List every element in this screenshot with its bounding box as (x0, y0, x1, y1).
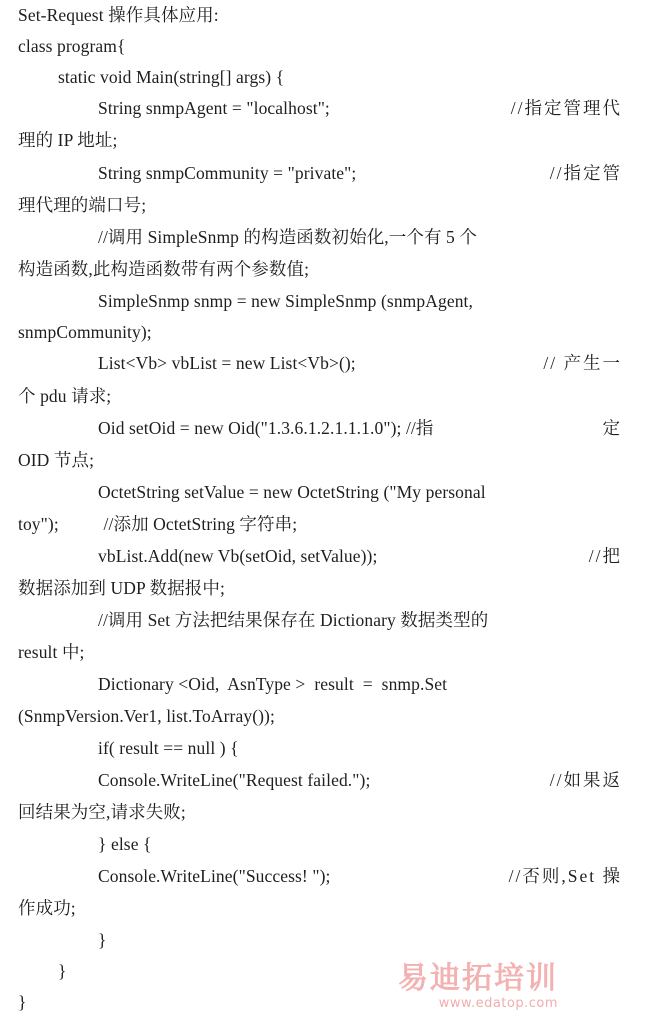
code-comment: //指定管 (549, 163, 622, 183)
watermark (392, 962, 558, 1016)
code-line: static void Main(string[] args) { (58, 67, 285, 87)
code-line: Set-Request 操作具体应用: (18, 5, 219, 25)
code-line: OID 节点; (18, 450, 95, 470)
code-line: vbList.Add(new Vb(setOid, setValue)); //把 (0, 543, 646, 569)
watermark-url: www.edatop.com (438, 996, 558, 1011)
code-line: Console.WriteLine("Request failed."); //如果返 (0, 767, 646, 793)
code-line: //调用 SimpleSnmp 的构造函数初始化,一个有 5 个 (98, 227, 477, 247)
code-line: if( result == null ) { (98, 738, 239, 758)
code-comment: //指定管理代 (510, 98, 622, 118)
code-comment: 定 (602, 418, 622, 438)
code-comment: //如果返 (549, 770, 622, 790)
code-line: 数据添加到 UDP 数据报中; (18, 578, 225, 598)
code-comment: //否则,Set 操 (508, 866, 622, 886)
code-line: 回结果为空,请求失败; (18, 802, 186, 822)
code-line: String snmpAgent = "localhost"; //指定管理代 (0, 95, 646, 121)
code-line: (SnmpVersion.Ver1, list.ToArray()); (18, 706, 275, 726)
code-line: Dictionary <Oid, AsnType > result = snmp.Set (98, 674, 448, 694)
watermark-logo: 易迪拓培训 (398, 961, 558, 996)
code-line: } (58, 961, 67, 981)
code-line: //调用 Set 方法把结果保存在 Dictionary 数据类型的 (98, 610, 489, 630)
code-line: toy"); //添加 OctetString 字符串; (18, 514, 298, 534)
code-line: Console.WriteLine("Success! "); //否则,Set 操 (0, 863, 646, 889)
code-line: List<Vb> vbList = new List<Vb>(); // 产生一 (0, 350, 646, 376)
code-line: SimpleSnmp snmp = new SimpleSnmp (snmpAgent, (98, 291, 473, 311)
code-line: } (98, 930, 107, 950)
code-line: 理代理的端口号; (18, 195, 147, 215)
code-line: result 中; (18, 642, 85, 662)
code-line: snmpCommunity); (18, 322, 152, 342)
code-line: 个 pdu 请求; (18, 386, 112, 406)
code-line: 理的 IP 地址; (18, 130, 118, 150)
code-line: } (18, 992, 27, 1012)
code-line: 作成功; (18, 898, 76, 918)
code-line: OctetString setValue = new OctetString ("My personal (98, 482, 486, 502)
code-line: Oid setOid = new Oid("1.3.6.1.2.1.1.1.0"); //指 定 (0, 415, 646, 441)
code-comment: // 产生一 (543, 353, 622, 373)
code-line: class program{ (18, 36, 126, 56)
code-line: 构造函数,此构造函数带有两个参数值; (18, 259, 310, 279)
code-comment: //把 (588, 546, 622, 566)
code-line: String snmpCommunity = "private"; //指定管 (0, 160, 646, 186)
code-line: } else { (98, 834, 152, 854)
